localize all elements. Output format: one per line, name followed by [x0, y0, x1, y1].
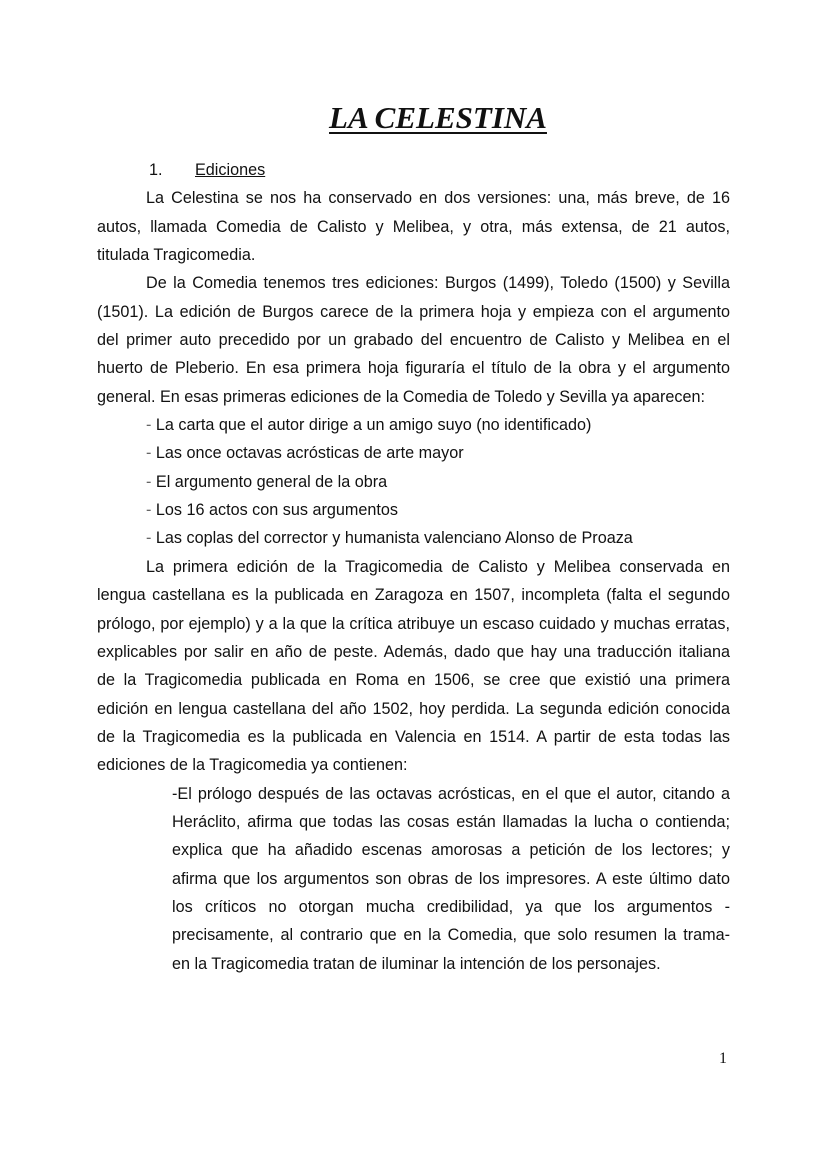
list-item-text: El argumento general de la obra	[155, 472, 388, 491]
bullet-list	[97, 411, 730, 553]
text-line: afirma que los argumentos son obras de los impresores. A este último dato	[172, 869, 730, 888]
text-line: edición en lengua castellana del año 1502, hoy perdida. La segunda edición conocida	[97, 699, 730, 718]
text-line: explicables por salir en año de peste. Además, dado que hay una traducción italiana	[97, 642, 730, 661]
list-item-text: La carta que el autor dirige a un amigo suyo (no identificado)	[155, 416, 592, 435]
paragraph	[97, 184, 730, 269]
bullet-marker: -	[146, 529, 156, 548]
text-line: los críticos no otorgan mucha credibilidad, ya que los argumentos -	[172, 897, 730, 916]
text-line: en la Tragicomedia tratan de iluminar la intención de los personajes.	[172, 954, 661, 973]
text-line: ediciones de la Tragicomedia ya contienen:	[97, 756, 408, 775]
section-number: 1.	[149, 161, 163, 179]
text-line: prólogo, por ejemplo) y a la que la crítica atribuye un escaso cuidado y muchas erratas,	[97, 614, 730, 633]
text-line: del primer auto precedido por un grabado del encuentro de Calisto y Melibea en el	[97, 331, 730, 350]
bullet-marker: -	[146, 501, 156, 520]
text-line: La Celestina se nos ha conservado en dos versiones: una, más breve, de 16	[146, 189, 730, 208]
document-body	[97, 156, 730, 978]
bullet-marker: -	[146, 416, 156, 435]
text-line: general. En esas primeras ediciones de la Comedia de Toledo y Sevilla ya aparecen:	[97, 387, 705, 406]
text-line: de la Tragicomedia es la publicada en Valencia en 1514. A partir de esta todas las	[97, 727, 730, 746]
paragraph	[97, 269, 730, 411]
list-item	[97, 524, 730, 552]
list-item	[97, 468, 730, 496]
block-quote	[97, 780, 730, 978]
text-line: huerto de Pleberio. En esa primera hoja figuraría el título de la obra y el argumento	[97, 359, 730, 378]
bullet-marker: -	[146, 472, 156, 491]
list-item	[97, 439, 730, 467]
list-item	[97, 496, 730, 524]
section-label: Ediciones	[195, 161, 266, 179]
text-line: Heráclito, afirma que todas las cosas están llamadas la lucha o contienda;	[172, 812, 730, 831]
page-number: 1	[719, 1050, 727, 1067]
list-item	[97, 411, 730, 439]
list-item-text: Las coplas del corrector y humanista valenciano Alonso de Proaza	[155, 529, 633, 548]
text-line: autos, llamada Comedia de Calisto y Melibea, y otra, más extensa, de 21 autos,	[97, 217, 730, 236]
text-line: -El prólogo después de las octavas acrósticas, en el que el autor, citando a	[172, 784, 730, 803]
list-item-text: Las once octavas acrósticas de arte mayor	[155, 444, 464, 463]
text-line: (1501). La edición de Burgos carece de la primera hoja y empieza con el argumento	[97, 302, 730, 321]
text-line: lengua castellana es la publicada en Zaragoza en 1507, incompleta (falta el segundo	[97, 586, 730, 605]
text-line: titulada Tragicomedia.	[97, 246, 256, 265]
text-line: De la Comedia tenemos tres ediciones: Burgos (1499), Toledo (1500) y Sevilla	[146, 274, 730, 293]
bullet-marker: -	[146, 444, 156, 463]
document-title: LA CELESTINA	[329, 100, 547, 135]
list-item-text: Los 16 actos con sus argumentos	[155, 501, 398, 520]
text-line: de la Tragicomedia publicada en Roma en 1506, se cree que existió una primera	[97, 671, 730, 690]
text-line: explica que ha añadido escenas amorosas a petición de los lectores; y	[172, 841, 730, 860]
section-heading	[97, 156, 730, 184]
text-line: La primera edición de la Tragicomedia de Calisto y Melibea conservada en	[146, 557, 730, 576]
text-line: precisamente, al contrario que en la Comedia, que solo resumen la trama-	[172, 926, 730, 945]
paragraph	[97, 553, 730, 780]
